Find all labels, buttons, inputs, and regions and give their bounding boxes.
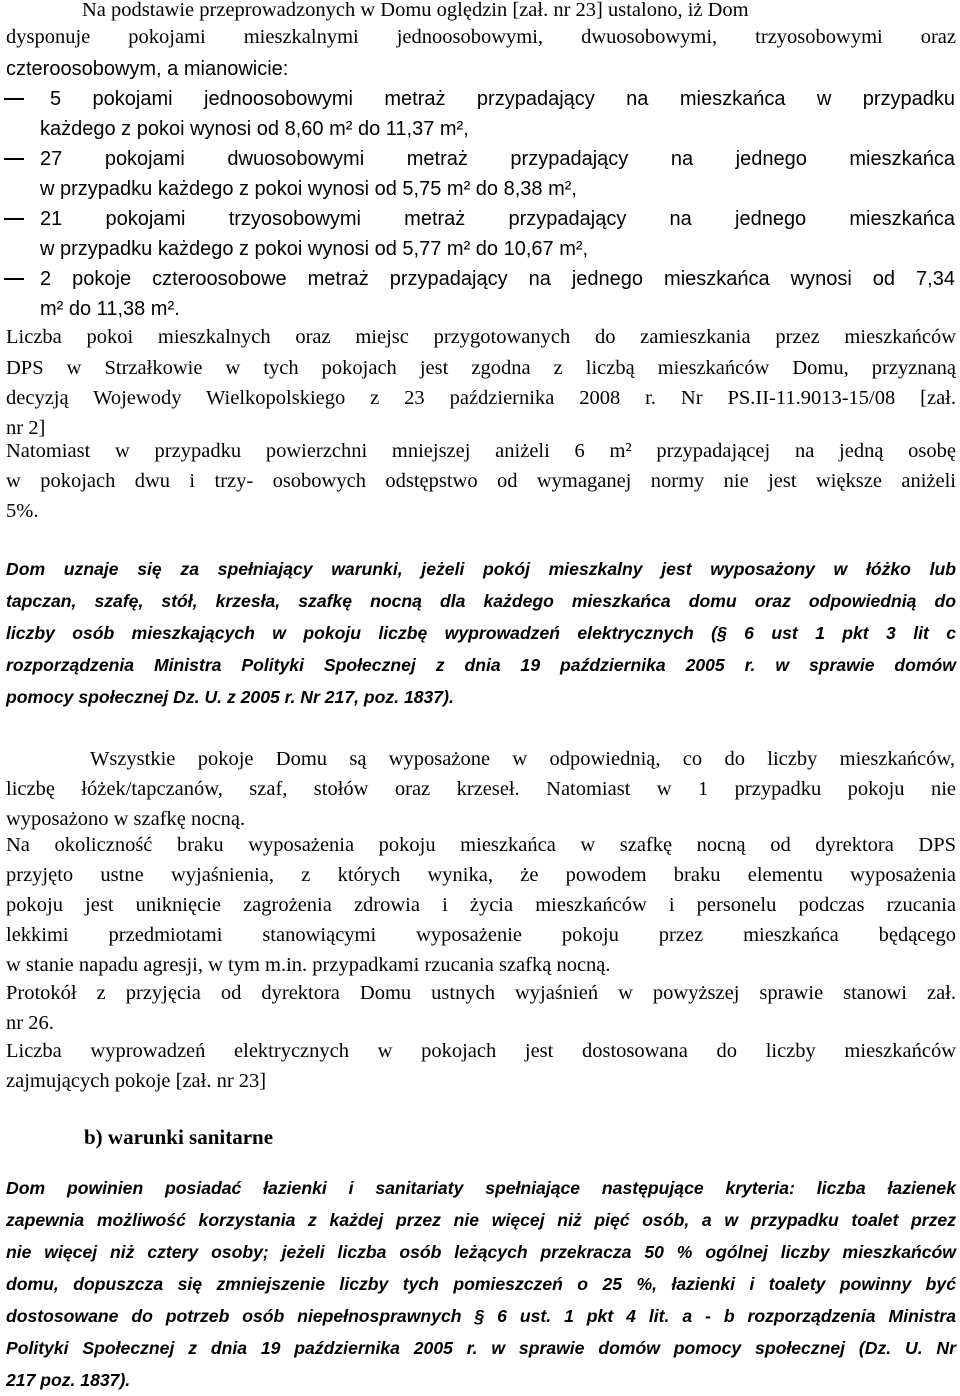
norm1-line-3: liczby osób mieszkających w pokoju liczbę wyprowadzeń elektrycznych (§ 6 ust 1 pkt 3 lit c <box>6 623 956 643</box>
s2p1-line-3: wyposażono w szafkę nocną. <box>6 808 246 830</box>
s2p4-line-1: Liczba wyprowadzeń elektrycznych w pokojach jest dostosowana do liczby mieszkańców <box>6 1040 956 1062</box>
item-1-line-2: każdego z pokoi wynosi od 8,60 m² do 11,37 m², <box>40 118 469 140</box>
s2p3-line-1: Protokół z przyjęcia od dyrektora Domu ustnych wyjaśnień w powyższej sprawie stanowi zał. <box>6 982 956 1004</box>
para2-line-2: DPS w Strzałkowie w tych pokojach jest zgodna z liczbą mieszkańców Domu, przyznaną <box>6 357 956 379</box>
para3-line-3: 5%. <box>6 500 39 522</box>
norm1-line-5: pomocy społecznej Dz. U. z 2005 r. Nr 217, poz. 1837). <box>6 687 454 707</box>
section-heading-sanitary: b) warunki sanitarne <box>84 1125 274 1149</box>
item-3-line-1: 21 pokojami trzyosobowymi metraż przypadający na jednego mieszkańca <box>40 208 955 230</box>
norm1-line-1: Dom uznaje się za spełniający warunki, jeżeli pokój mieszkalny jest wyposażony w łóżko lub <box>6 559 956 579</box>
para2-line-3: decyzją Wojewody Wielkopolskiego z 23 października 2008 r. Nr PS.II-11.9013-15/08 [zał. <box>6 387 956 409</box>
norm2-line-1: Dom powinien posiadać łazienki i sanitariaty spełniające następujące kryteria: liczba łazienek <box>6 1178 956 1198</box>
s2p1-line-2: liczbę łóżek/tapczanów, szaf, stołów oraz krzeseł. Natomiast w 1 przypadku pokoju nie <box>6 778 956 800</box>
item-1-line-1: 5 pokojami jednoosobowymi metraż przypadający na mieszkańca w przypadku <box>50 88 955 110</box>
item-4-line-1: 2 pokoje czteroosobowe metraż przypadający na jednego mieszkańca wynosi od 7,34 <box>40 268 955 290</box>
s2p2-line-1: Na okoliczność braku wyposażenia pokoju mieszkańca w szafkę nocną od dyrektora DPS <box>6 834 956 856</box>
norm2-line-2: zapewnia możliwość korzystania z każdej przez nie więcej niż pięć osób, a w przypadku toalet przez <box>6 1210 956 1230</box>
s2p2-line-3: pokoju jest uniknięcie zagrożenia zdrowia i życia mieszkańców i personelu podczas rzucania <box>6 894 956 916</box>
item-2-line-1: 27 pokojami dwuosobowymi metraż przypadający na jednego mieszkańca <box>40 148 955 170</box>
s2p2-line-4: lekkimi przedmiotami stanowiącymi wyposażenie pokoju przez mieszkańca będącego <box>6 924 956 946</box>
item-3-line-2: w przypadku każdego z pokoi wynosi od 5,77 m² do 10,67 m², <box>40 238 589 260</box>
dash-bullet-2 <box>4 158 24 160</box>
s2p4-line-2: zajmujących pokoje [zał. nr 23] <box>6 1070 267 1092</box>
norm1-line-2: tapczan, szafę, stół, krzesła, szafkę nocną dla każdego mieszkańca domu oraz odpowiednią do <box>6 591 956 611</box>
norm2-line-5: dostosowane do potrzeb osób niepełnosprawnych § 6 ust. 1 pkt 4 lit. a - b rozporządzenia Ministra <box>6 1306 956 1326</box>
dash-bullet-4 <box>4 278 24 280</box>
norm2-line-6: Polityki Społecznej z dnia 19 października 2005 r. w sprawie domów pomocy społecznej (Dz. U. Nr <box>6 1338 956 1358</box>
intro-line-1: Na podstawie przeprowadzonych w Domu oględzin [zał. nr 23] ustalono, iż Dom <box>82 0 749 21</box>
intro-line-2: dysponuje pokojami mieszkalnymi jednoosobowymi, dwuosobowymi, trzyosobowymi oraz <box>6 26 956 48</box>
item-4-line-2: m² do 11,38 m². <box>40 298 180 320</box>
para2-line-4: nr 2] <box>6 417 46 439</box>
dash-bullet-3 <box>4 218 24 220</box>
norm2-line-4: domu, dopuszcza się zmniejszenie liczby tych pomieszczeń o 25 %, łazienki i toalety powinny być <box>6 1274 956 1294</box>
norm2-line-3: nie więcej niż cztery osoby; jeżeli liczba osób leżących przekracza 50 % ogólnej liczby mieszkańców <box>6 1242 956 1262</box>
s2p2-line-2: przyjęto ustne wyjaśnienia, z których wynika, że powodem braku elementu wyposażenia <box>6 864 956 886</box>
norm2-line-7: 217 poz. 1837). <box>6 1370 131 1390</box>
s2p3-line-2: nr 26. <box>6 1012 54 1034</box>
para3-line-1: Natomiast w przypadku powierzchni mniejszej aniżeli 6 m² przypadającej na jedną osobę <box>6 440 956 462</box>
intro-line-3: czteroosobowym, a mianowicie: <box>6 58 289 80</box>
item-2-line-2: w przypadku każdego z pokoi wynosi od 5,75 m² do 8,38 m², <box>40 178 577 200</box>
para2-line-1: Liczba pokoi mieszkalnych oraz miejsc przygotowanych do zamieszkania przez mieszkańców <box>6 326 956 348</box>
s2p2-line-5: w stanie napadu agresji, w tym m.in. przypadkami rzucania szafką nocną. <box>6 954 611 976</box>
s2p1-line-1: Wszystkie pokoje Domu są wyposażone w odpowiednią, co do liczby mieszkańców, <box>90 748 955 770</box>
para3-line-2: w pokojach dwu i trzy- osobowych odstępstwo od wymaganej normy nie jest większe aniżeli <box>6 470 956 492</box>
norm1-line-4: rozporządzenia Ministra Polityki Społecznej z dnia 19 października 2005 r. w sprawie domów <box>6 655 956 675</box>
dash-bullet-1 <box>4 98 24 100</box>
